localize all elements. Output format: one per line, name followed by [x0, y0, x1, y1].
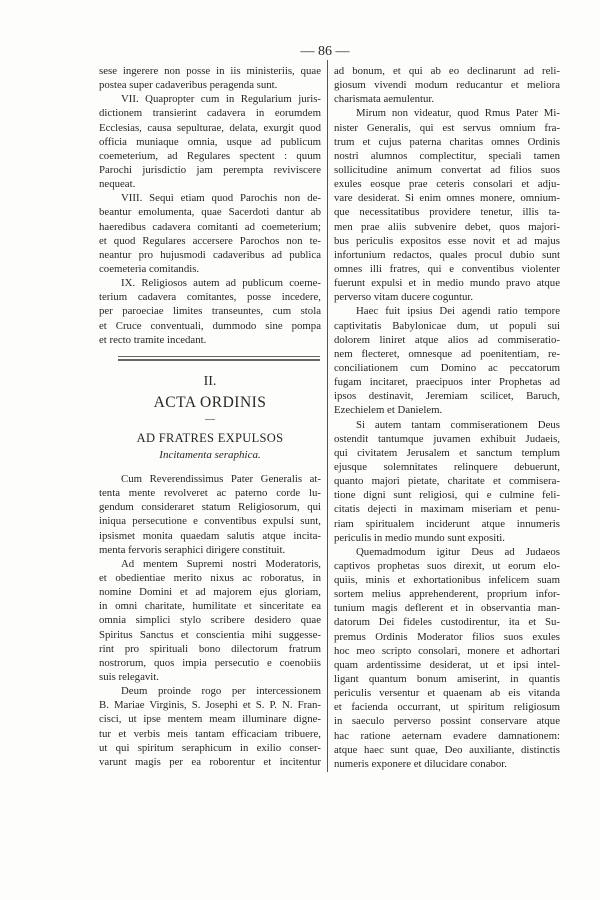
text-line: haeredibus cadavera comitanti ad coemeterium;	[99, 220, 321, 233]
text-line: numeris exponere et dilucidare conabor.	[334, 757, 507, 770]
section-divider-rule	[118, 359, 320, 361]
text-line: nomine Domini et ad majorem ejus gloriam,	[99, 586, 321, 599]
text-line: Quemadmodum igitur Deus ad Judaeos	[356, 545, 560, 558]
paragraph	[99, 472, 321, 557]
text-line: datorum Dei fideles custodirentur, ita et Su-	[334, 616, 560, 629]
text-line: nostri alumnos complectitur, speciali tamen	[334, 149, 560, 162]
text-line: Si autem tantam commiserationem Deus	[356, 418, 560, 431]
paragraph	[334, 418, 560, 545]
paragraph	[99, 92, 321, 191]
text-line: quanto majori pietate, charitate et commisera-	[334, 475, 560, 488]
text-line: perverso vitam ducere coguntur.	[334, 291, 474, 304]
text-line: ejusque solemnitates relinquere debuerunt,	[334, 460, 560, 473]
text-line: cisci, ut ipse mentem meam illuminare digne-	[99, 713, 321, 726]
text-line: nequeat.	[99, 178, 136, 191]
text-line: per paroeciae limites transeuntes, cum stola	[99, 305, 321, 318]
text-line: ad bonum, et qui ab eo declinarunt ad reli-	[334, 65, 560, 77]
text-line: dictionem transierint cadavera in eorumdem	[99, 107, 321, 120]
text-line: que necessitatibus providere tenetur, illis ta-	[334, 206, 560, 219]
text-line: Ad mentem Supremi nostri Moderatoris,	[121, 557, 321, 570]
text-line: ostendit tantumque juvamen exhibuit Judaeis,	[334, 432, 560, 445]
text-line: et Cruce conventuali, dummodo sine pompa	[99, 319, 321, 332]
text-line: citatis dejecti in maximam miseriam et penu-	[334, 503, 560, 516]
text-line: men prae aliis subvenire debet, quos majori-	[334, 220, 560, 233]
text-line: giosum vivendi modum reducantur et meliora	[334, 79, 560, 92]
text-line: hac ratione aeternam evadere damnationem:	[334, 729, 560, 742]
section-title: ACTA ORDINIS	[153, 394, 267, 411]
text-line: VII. Quapropter cum in Regularium juris-	[121, 93, 321, 106]
text-line: captivitatis Babylonicae dum, ut populi sui	[334, 319, 560, 332]
text-line: Spiritus Sanctus et conscientia mihi suggesse-	[99, 628, 321, 641]
text-line: nostrorum, quos impia persecutio e coenobiis	[99, 656, 321, 669]
text-line: ipsos destinavit, Jeremiam scilicet, Baruch,	[334, 390, 560, 403]
text-line: rint pro spirituali bono dilectorum fratrum	[99, 642, 321, 655]
text-line: Haec fuit ipsius Dei agendi ratio tempore	[356, 305, 560, 318]
text-line: varunt magis per ea roborentur et incitentur	[99, 755, 321, 768]
section-number: II.	[203, 374, 217, 389]
text-line: periculis in medio mundo sunt expositi.	[334, 531, 505, 544]
paragraph	[99, 557, 321, 684]
text-line: et recto tramite incedant.	[99, 333, 207, 346]
text-line: neantur pro hujusmodi cadaveribus ad publica	[99, 248, 321, 261]
text-line: hoc meo scripto consolari, monere et adhortari	[334, 644, 560, 657]
text-line: atque haec sunt quae, Deo auxiliante, distinctis	[334, 743, 560, 756]
paragraph	[334, 106, 560, 304]
text-line: dolorem liniret atque alios ad commiseratio-	[334, 333, 560, 346]
text-line: Deum proinde rogo per intercessionem	[121, 685, 321, 698]
paragraph	[99, 276, 321, 347]
text-line: officia muniaque omnia, usque ad publicum	[99, 135, 321, 148]
text-line: charismata aemulentur.	[334, 93, 435, 106]
text-line: tunium magis deflerent et in observantia man-	[334, 602, 560, 615]
paragraph	[99, 684, 321, 769]
text-line: et quod Regulares accersere Parochos non te-	[99, 234, 321, 247]
text-line: sese ingerere non posse in iis ministeriis, quae	[99, 65, 321, 77]
section-divider-rule	[118, 356, 320, 357]
text-line: tur et verbis meis tantam efficaciam tribuere,	[99, 727, 321, 740]
paragraph	[334, 64, 560, 106]
paragraph	[334, 304, 560, 417]
text-line: postea super cadaveribus peragenda sunt.	[99, 79, 278, 92]
text-line: coemeterium, ad Regulares spectent : quum	[99, 149, 321, 162]
text-line: terium cadavera comitantes, posse incedere,	[99, 291, 321, 304]
text-line: bus periculis expositos esse novit et ad majus	[334, 234, 560, 247]
text-line: quiis, minis et exhortationibus infelicem suam	[334, 574, 560, 587]
text-line: et facienda occurrant, ut spiritum religiosum	[334, 701, 560, 714]
text-line: iniqua persecutione e conventibus expulsi sunt,	[99, 515, 321, 528]
text-line: qui civitatem Jerusalem et sanctum templum	[334, 446, 560, 459]
text-line: coemeteria comitandis.	[99, 262, 200, 275]
text-line: beantur emolumenta, quae Sacerdoti dantur ab	[99, 206, 321, 219]
text-line: menta fervoris seraphici dirigere constituit.	[99, 543, 286, 556]
page-number: — 86 —	[300, 44, 350, 59]
text-line: trum et cujus paterna charitas omnes Ordinis	[334, 135, 560, 148]
text-line: premus Ordinis Moderator filios suos exules	[334, 630, 560, 643]
text-line: conciliationem cum Domino ac peccatorum	[334, 361, 560, 374]
text-line: B. Mariae Virginis, S. Josephi et S. P. N. Fran-	[99, 699, 321, 712]
text-line: et obedientiae merito nixus ac roboratus, in	[99, 571, 321, 584]
text-line: Parochi jurisdictio jam perempta reviviscere	[99, 163, 321, 176]
text-line: sollicitudine animum convertat ad filios suos	[334, 163, 560, 176]
paragraph	[99, 64, 321, 92]
text-line: infortunium redactos, quales procul dubio sunt	[334, 248, 560, 261]
text-line: Ezechielem et Danielem.	[334, 404, 443, 417]
text-line: Mirum non videatur, quod Rmus Pater Mi-	[356, 107, 560, 120]
text-line: suis relegavit.	[99, 670, 159, 683]
text-line: tenta mente revolveret ac paterno corde lu-	[99, 487, 321, 500]
text-line: sortem melius apprehenderent, proprium infor-	[334, 588, 560, 601]
right-column	[334, 64, 560, 771]
text-line: fuerunt expulsi et in medio mundo pravo atque	[334, 277, 560, 290]
text-line: ligant quantum bonum amiserint, in quantis	[334, 673, 560, 686]
text-line: periculis versentur et quaenam ab eis vitanda	[334, 687, 560, 700]
text-line: omnia simplici stylo scribere desidero quae	[99, 614, 321, 627]
text-line: captivos prophetas suos direxit, ut eorum elo-	[334, 559, 560, 572]
paragraph	[334, 545, 560, 771]
text-line: fugam incitaret, praecipuos inter Prophetas ad	[334, 376, 560, 389]
text-line: Ecclesias, causa sepulturae, delata, exurgit quod	[99, 121, 321, 134]
text-line: in omni charitate, humilitate et sinceritate ea	[99, 600, 321, 613]
text-line: ut qui spiritum seraphicum in exilio conser-	[99, 741, 321, 754]
text-line: in saeculo perverso possint conservare atque	[334, 715, 560, 728]
text-line: Cum Reverendissimus Pater Generalis at-	[121, 473, 321, 485]
text-line: ipsismet monita quaedam salutis atque incita-	[99, 529, 321, 542]
text-line: riam spiritualem inciderunt atque innumeris	[334, 517, 560, 530]
text-line: IX. Religiosos autem ad publicum coeme-	[121, 277, 321, 290]
text-line: gendum consideraret statum Religiosorum, qui	[99, 501, 321, 514]
section-subtitle: AD FRATRES EXPULSOS	[136, 431, 284, 445]
paragraph	[99, 191, 321, 276]
text-line: quam ardentissime desiderat, ut et ipsi intel-	[334, 658, 560, 671]
section-italic-subtitle: Incitamenta seraphica.	[159, 449, 261, 461]
text-line: exules eosque prae ceteris consolari et adju-	[334, 178, 560, 191]
text-line: VIII. Sequi etiam quod Parochis non de-	[121, 192, 321, 205]
left-column-top	[99, 64, 321, 347]
text-line: nem flecteret, omnesque ad poenitentiam, re-	[334, 347, 560, 360]
text-line: vare desiderat. Si enim omnes monere, omnium-	[334, 192, 560, 205]
text-line: omnes illi fratres, qui e conventibus violenter	[334, 262, 560, 275]
title-dash: —	[205, 414, 215, 425]
text-line: tione digni sunt religiosi, qui e culmine feli-	[334, 489, 560, 502]
left-column-bottom	[99, 472, 321, 769]
text-line: nister Generalis, qui est servus omnium fra-	[334, 121, 560, 134]
column-divider	[327, 60, 328, 772]
